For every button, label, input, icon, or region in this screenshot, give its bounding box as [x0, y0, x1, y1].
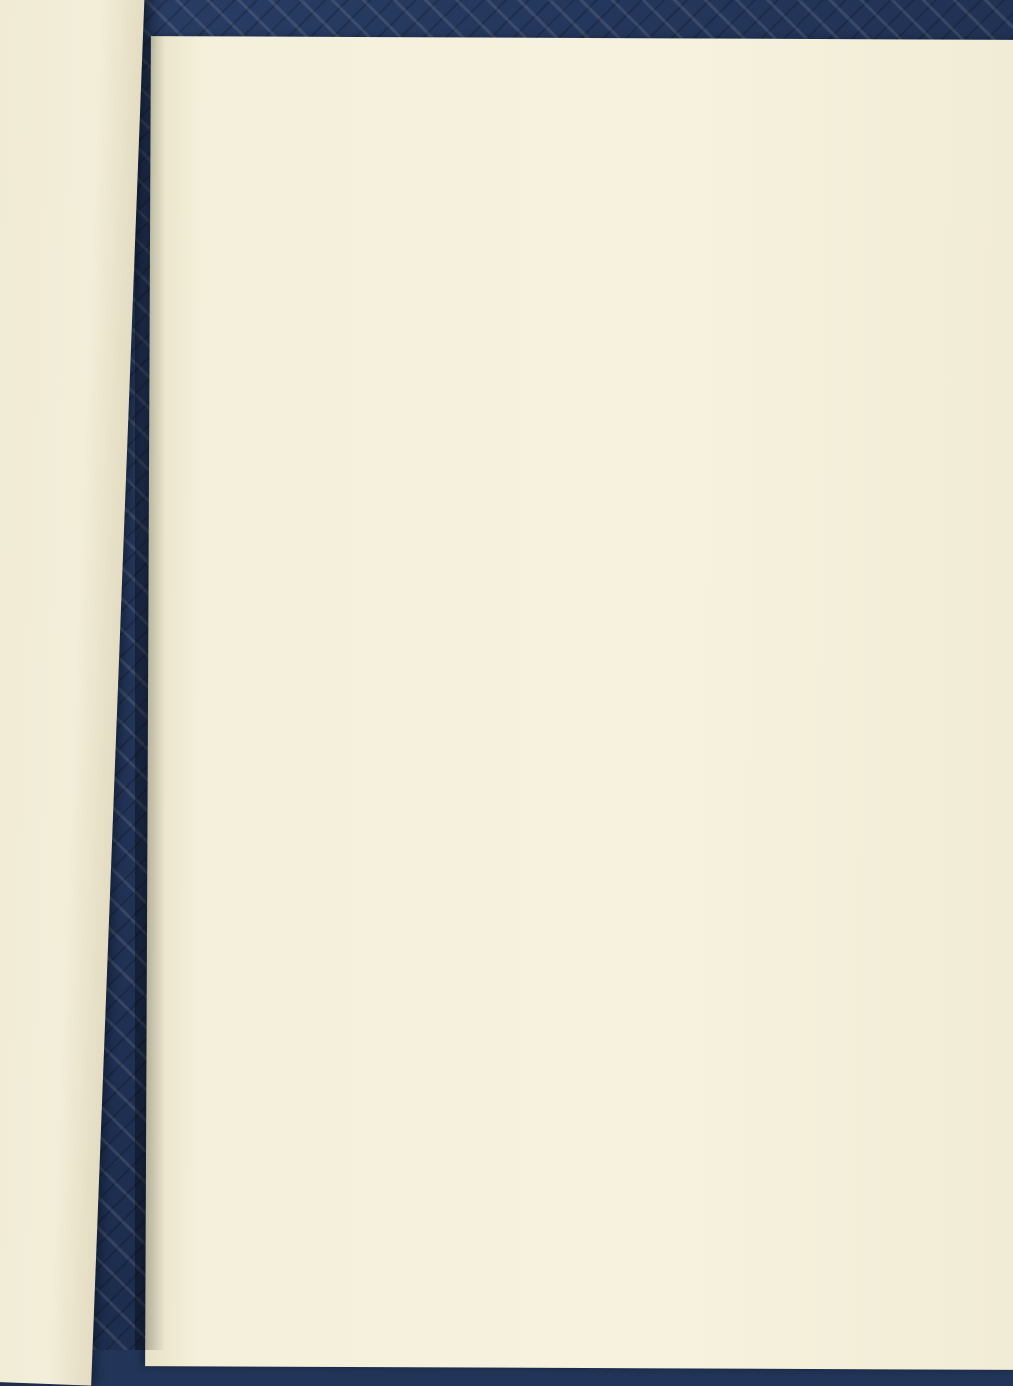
section-title — [546, 153, 891, 179]
left-page-text — [0, 59, 137, 64]
book-gutter-shadow — [135, 0, 165, 1350]
right-page — [145, 36, 1013, 1370]
text-column-2 — [546, 143, 891, 179]
